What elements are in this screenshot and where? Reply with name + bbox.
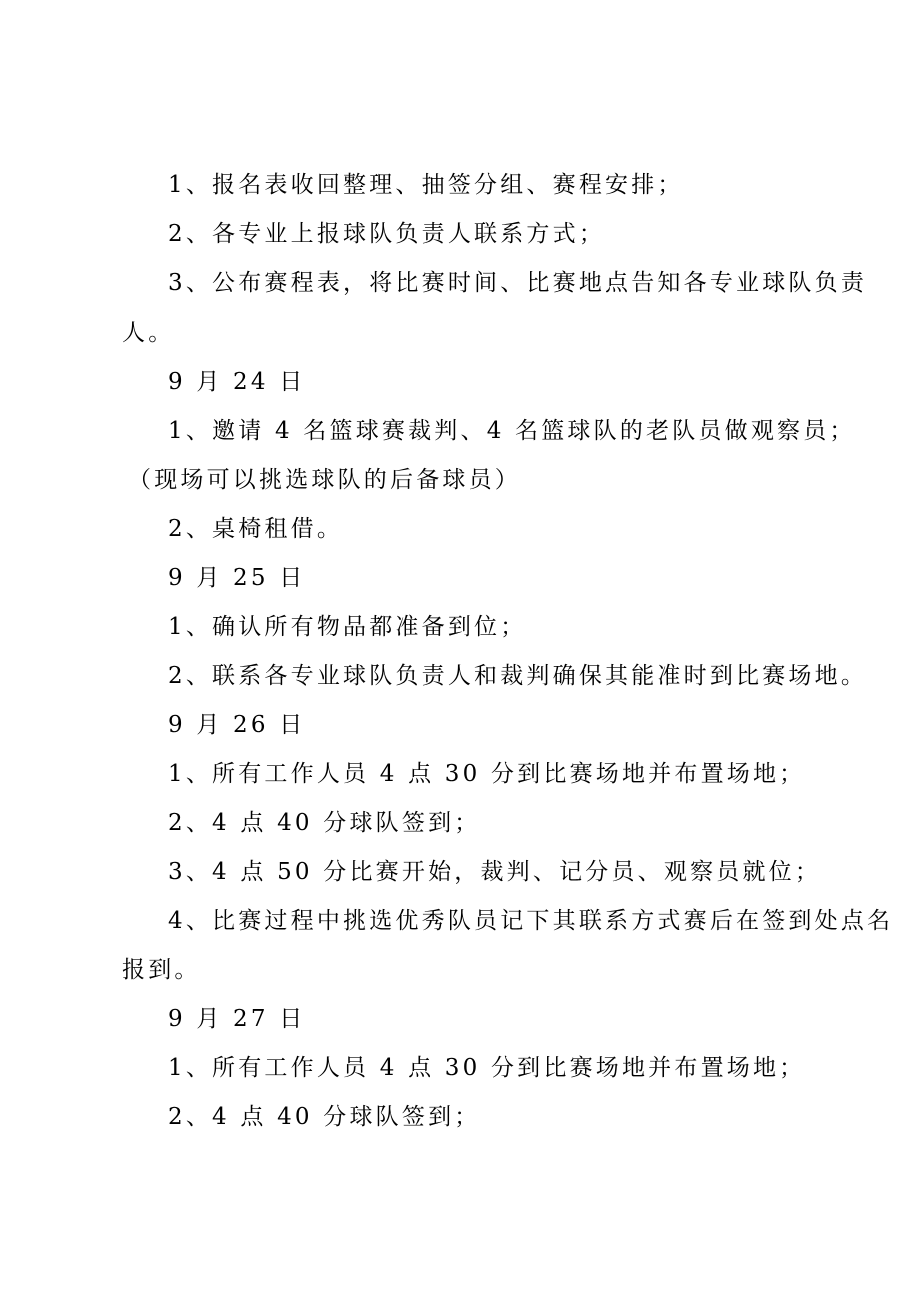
text-line-1: 1、报名表收回整理、抽签分组、赛程安排；	[168, 172, 684, 198]
text-line-6: （现场可以挑选球队的后备球员）	[128, 467, 521, 493]
text-line-12: 3、4 点 50 分比赛开始，裁判、记分员、观察员就位；	[168, 859, 822, 885]
text-line-9: 2、联系各专业球队负责人和裁判确保其能准时到比赛场地。	[168, 663, 868, 689]
date-heading-4: 9 月 27 日	[168, 1006, 306, 1032]
text-line-16: 2、4 点 40 分球队签到；	[168, 1104, 481, 1130]
text-line-7: 2、桌椅租借。	[168, 516, 344, 542]
text-line-14: 报到。	[122, 957, 201, 983]
date-heading-1: 9 月 24 日	[168, 369, 306, 395]
text-line-2: 2、各专业上报球队负责人联系方式；	[168, 221, 606, 247]
text-line-11: 2、4 点 40 分球队签到；	[168, 810, 481, 836]
text-line-8: 1、确认所有物品都准备到位；	[168, 614, 527, 640]
text-line-13: 4、比赛过程中挑选优秀队员记下其联系方式赛后在签到处点名	[168, 908, 894, 934]
text-line-3: 3、公布赛程表，将比赛时间、比赛地点告知各专业球队负责	[168, 270, 868, 296]
date-heading-3: 9 月 26 日	[168, 712, 306, 738]
text-line-15: 1、所有工作人员 4 点 30 分到比赛场地并布置场地；	[168, 1055, 806, 1081]
text-line-4: 人。	[122, 320, 175, 346]
text-line-10: 1、所有工作人员 4 点 30 分到比赛场地并布置场地；	[168, 761, 806, 787]
date-heading-2: 9 月 25 日	[168, 565, 306, 591]
text-line-5: 1、邀请 4 名篮球赛裁判、4 名篮球队的老队员做观察员；	[168, 418, 856, 444]
